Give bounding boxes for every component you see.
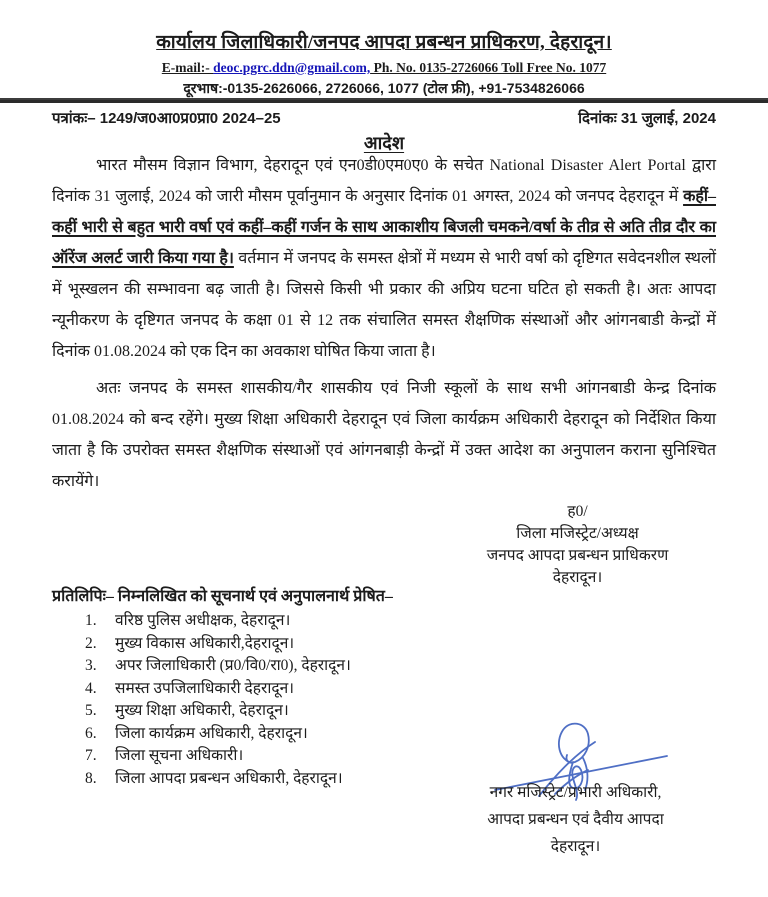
list-item bbox=[85, 610, 351, 633]
signatory1-designation: जिला मजिस्ट्रेट/अध्यक्ष bbox=[516, 525, 639, 542]
item-number: 3. bbox=[85, 657, 97, 674]
paragraph-school-closure: अतः जनपद के समस्त शासकीय/गैर शासकीय एवं निजी स्कूलों के साथ सभी आंगनबाडी केन्द्र दिनांक 01.08.2024 को बन्द रहेंगे। मुख्य शिक्षा अधिकारी देहरादून एवं जिला कार्यक्रम अधिकारी देहरादून को निर्देशित किया जाता है कि उपरोक्त समस्त शैक्षणिक संस्थाओं एवं आंगनबाड़ी केन्द्रों में उक्त आदेश का अनुपालन कराना सुनिश्चित करायेंगे। bbox=[52, 380, 716, 490]
signatory1-place: देहरादून। bbox=[552, 569, 603, 586]
item-number: 4. bbox=[85, 679, 97, 697]
copy-list bbox=[85, 610, 351, 790]
letter-number: पत्रांकः– 1249/ज0आ0प्र0प्रा0 2024–25 bbox=[52, 110, 281, 127]
email-link[interactable]: deoc.pgrc.ddn@gmail.com, bbox=[213, 60, 371, 75]
item-text: मुख्य शिक्षा अधिकारी, देहरादून। bbox=[115, 702, 289, 719]
item-text: वरिष्ठ पुलिस अधीक्षक, देहरादून। bbox=[115, 612, 291, 629]
signatory1-organisation: जनपद आपदा प्रबन्धन प्राधिकरण bbox=[486, 547, 669, 564]
item-text: जिला आपदा प्रबन्धन अधिकारी, देहरादून। bbox=[115, 769, 343, 787]
list-item bbox=[85, 700, 351, 723]
office-title: कार्यालय जिलाधिकारी/जनपद आपदा प्रबन्धन प्राधिकरण, देहरादून। bbox=[156, 32, 612, 53]
list-item bbox=[85, 745, 351, 768]
list-item bbox=[85, 768, 351, 791]
item-number: 8. bbox=[85, 769, 97, 787]
signatory2-place: देहरादून। bbox=[550, 838, 601, 855]
copy-list-heading: प्रतिलिपिः– निम्नलिखित को सूचनार्थ एवं अनुपालनार्थ प्रेषित– bbox=[52, 588, 393, 605]
item-number: 1. bbox=[85, 612, 97, 629]
phone-tollfree-text: Ph. No. 0135-2726066 Toll Free No. 1077 bbox=[370, 60, 607, 75]
telephone-line: दूरभाष:-0135-2626066, 2726066, 1077 (टोल फ्री), +91-7534826066 bbox=[183, 80, 585, 96]
signatory2-department: आपदा प्रबन्धन एवं दैवीय आपदा bbox=[487, 811, 664, 828]
item-text: जिला सूचना अधिकारी। bbox=[115, 747, 244, 764]
list-item bbox=[85, 655, 351, 678]
list-item bbox=[85, 633, 351, 656]
para1-intro: भारत मौसम विज्ञान विभाग, देहरादून एवं एन0डी0एम0ए0 के सचेत National Disaster Alert Portal द्वारा दिनांक 31 जुलाई, 2024 को जारी मौसम पूर्वानुमान के अनुसार दिनांक 01 अगस्त, 2024 को जनपद देहरादून में bbox=[52, 157, 716, 205]
signature-block-magistrate bbox=[458, 779, 693, 860]
contact-line bbox=[0, 60, 768, 76]
item-number: 2. bbox=[85, 634, 97, 652]
signed-mark: ह0/ bbox=[567, 503, 588, 520]
para1-alert-emphasis: कहीं–कहीं भारी से बहुत भारी वर्षा एवं कहीं–कहीं गर्जन के साथ आकाशीय बिजली चमकने/वर्षा के तीव्र से अति तीव्र दौर का ऑरेंज अलर्ट जारी किया गया है। bbox=[52, 188, 716, 267]
item-text: मुख्य विकास अधिकारी,देहरादून। bbox=[115, 634, 295, 652]
signatory2-designation: नगर मजिस्ट्रेट/प्रभारी अधिकारी, bbox=[489, 784, 662, 801]
signature-block-authority bbox=[450, 501, 705, 589]
list-item bbox=[85, 678, 351, 701]
item-number: 6. bbox=[85, 724, 97, 742]
email-label: E-mail:- bbox=[161, 60, 214, 75]
item-text: समस्त उपजिलाधिकारी देहरादून। bbox=[115, 679, 295, 697]
list-item bbox=[85, 723, 351, 746]
item-number: 7. bbox=[85, 747, 97, 764]
letter-date: दिनांकः 31 जुलाई, 2024 bbox=[578, 110, 716, 127]
order-heading: आदेश bbox=[363, 133, 405, 153]
reference-row bbox=[52, 108, 716, 128]
item-text: अपर जिलाधिकारी (प्र0/वि0/रा0), देहरादून। bbox=[115, 657, 351, 674]
item-number: 5. bbox=[85, 702, 97, 719]
para1-holiday-declaration: वर्तमान में जनपद के समस्त क्षेत्रों में मध्यम से भारी वर्षा को दृष्टिगत सवेदनशील स्थलों में भूस्खलन की सम्भावना बढ़ जाती है। जिससे किसी भी प्रकार की अप्रिय घटना घटित हो सकती है। अतः आपदा न्यूनीकरण के दृष्टिगत जनपद के कक्षा 01 से 12 तक संचालित समस्त शैक्षणिक संस्थाओं और आंगनबाडी केन्द्रों में दिनांक 01.08.2024 को एक दिन का अवकाश घोषित किया जाता है। bbox=[52, 250, 716, 360]
item-text: जिला कार्यक्रम अधिकारी, देहरादून। bbox=[115, 724, 308, 742]
paragraph-weather-alert bbox=[52, 150, 716, 367]
header-divider-rule bbox=[0, 98, 768, 103]
